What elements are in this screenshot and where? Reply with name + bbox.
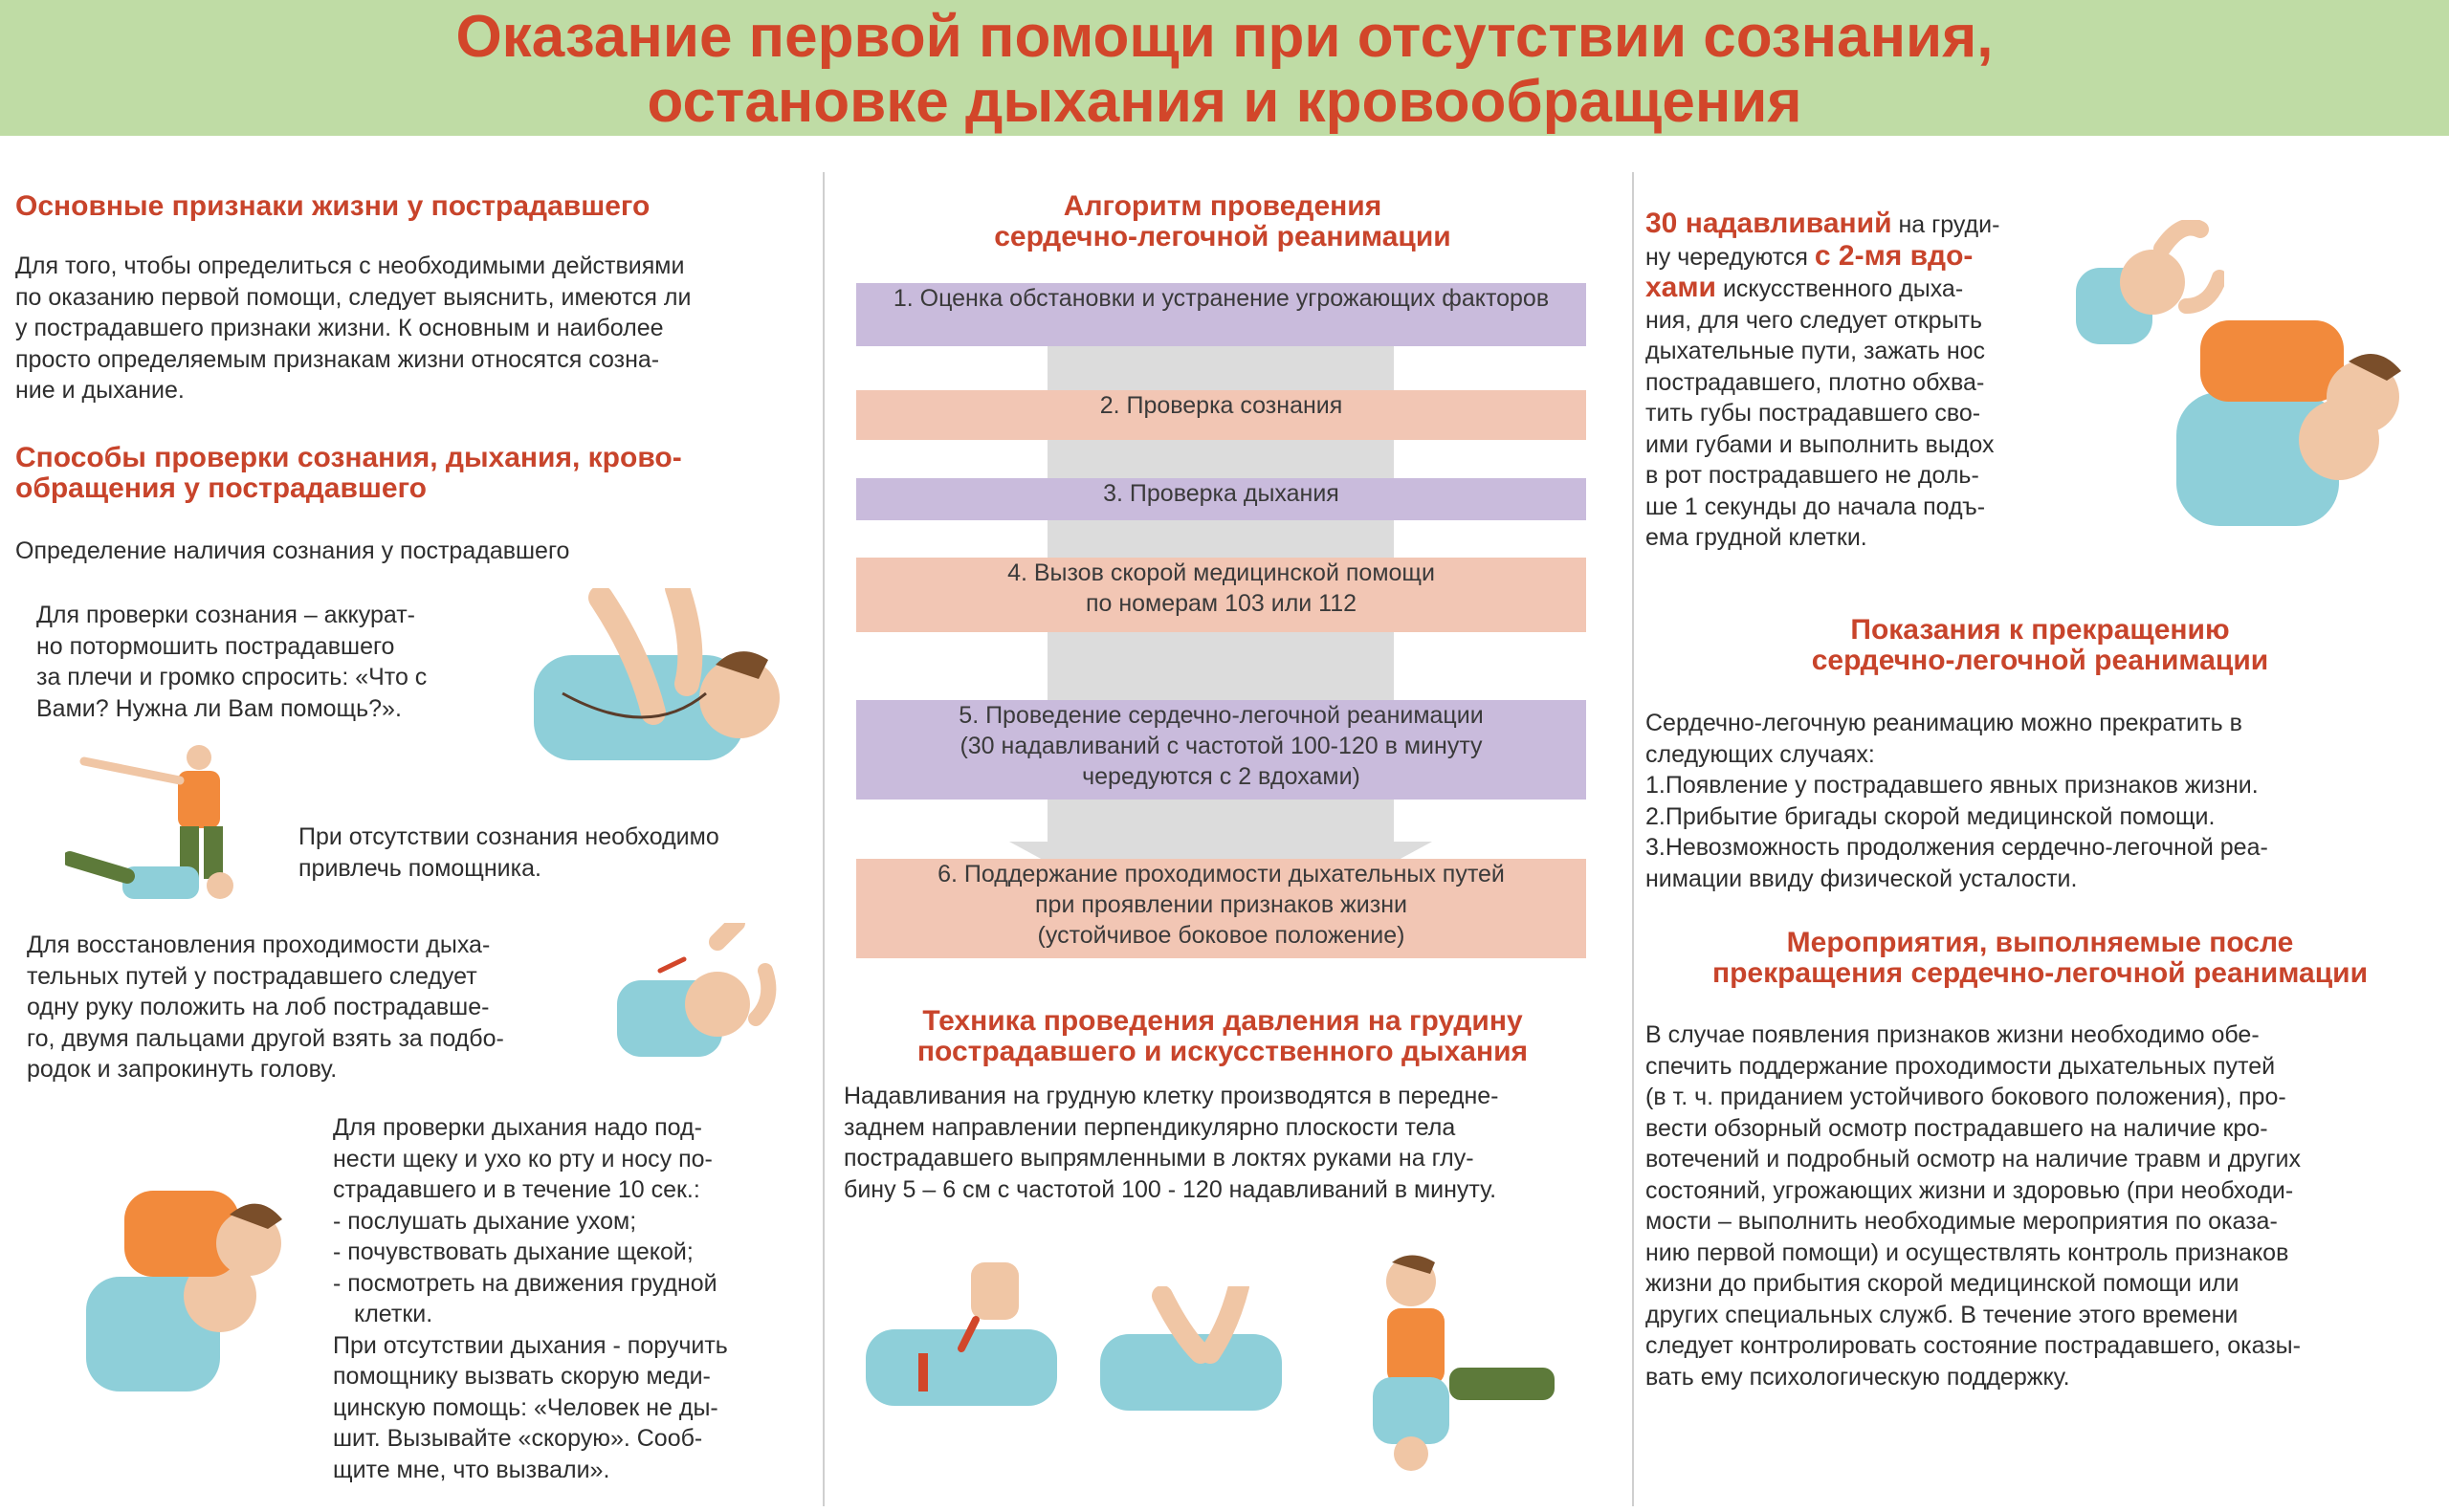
column-divider-left (823, 172, 825, 1506)
title-line: сердечно-легочной реанимации (1811, 645, 2269, 676)
text-span: ну чередуются (1645, 243, 1815, 271)
text-line (1645, 208, 2066, 241)
stop-cpr-text (1645, 708, 2439, 894)
text-line: мости – выполнить необходимые мероприятия по оказа- (1645, 1208, 2278, 1235)
call-helper-illustration (65, 744, 256, 907)
text-line: - почувствовать дыхание щекой; (333, 1238, 694, 1265)
text-line: Для проверки дыхания надо под- (333, 1114, 702, 1141)
step-text: чередуются с 2 вдохами) (1082, 763, 1360, 790)
text-line: (в т. ч. приданием устойчивого бокового положения), про- (1645, 1084, 2286, 1110)
shake-shoulders-illustration (524, 588, 811, 779)
text-line: При отсутствии сознания необходимо (298, 823, 719, 850)
title-line: сердечно-легочной реанимации (994, 221, 1451, 252)
airway-text (27, 930, 601, 1085)
highlight-text: с 2-мя вдо- (1814, 239, 1974, 272)
after-cpr-text (1645, 1019, 2439, 1392)
text-line: пострадавшего выпрямленными в локтях руками на глу- (844, 1145, 1474, 1172)
text-line: следует контролировать состояние пострадавшего, оказы- (1645, 1332, 2301, 1359)
text-line: вотечений и подробный осмотр на наличие травм и других (1645, 1146, 2302, 1172)
text-line: жизни до прибытия скорой медицинской помощи или (1645, 1270, 2239, 1297)
text-line: цинскую помощь: «Человек не ды- (333, 1393, 718, 1421)
check-consciousness-text (36, 600, 515, 724)
text-line: тить губы пострадавшего сво- (1645, 400, 1981, 427)
text-line: просто определяемым признакам жизни относятся созна- (15, 345, 660, 373)
signs-of-life-text (15, 251, 809, 406)
technique-text (844, 1081, 1609, 1205)
section-title-check-methods (15, 443, 809, 504)
text-line: нести щеку и ухо ко рту и носу по- (333, 1145, 713, 1172)
text-line: спечить поддержание проходимости дыхательных путей (1645, 1052, 2276, 1080)
step-text: 1. Оценка обстановки и устранение угрожающих факторов (893, 285, 1550, 312)
listen-breathing-illustration (77, 1191, 306, 1401)
rescue-breath-illustration (2172, 316, 2430, 536)
title-line: Способы проверки сознания, дыхания, крово- (15, 442, 682, 473)
text-line: но потормошить пострадавшего (36, 632, 395, 660)
stop-cpr-title (1645, 615, 2435, 676)
text-line: 3.Невозможность продолжения сердечно-легочной реа- (1645, 834, 2268, 861)
algorithm-step-4 (856, 558, 1586, 632)
hands-on-chest-illustration (1095, 1286, 1287, 1420)
algorithm-step-5 (856, 700, 1586, 800)
text-line: нию первой помощи) и осуществлять контроль признаков (1645, 1238, 2289, 1266)
text-line: - посмотреть на движения грудной (333, 1269, 717, 1297)
text-line (1645, 273, 2066, 305)
step-text: 3. Проверка дыхания (1103, 480, 1339, 507)
text-line: нимации ввиду физической усталости. (1645, 865, 2078, 892)
step-text: по номерам 103 или 112 (1085, 590, 1357, 617)
text-line: вести обзорный осмотр пострадавшего на наличие кро- (1645, 1114, 2268, 1142)
text-line: Для восстановления проходимости дыха- (27, 931, 491, 958)
compression-posture-illustration (1354, 1253, 1602, 1473)
title-line: прекращения сердечно-легочной реанимации (1711, 957, 2369, 989)
breathing-check-text (333, 1112, 811, 1485)
title-line: пострадавшего и искусственного дыхания (916, 1036, 1529, 1067)
step-text: 2. Проверка сознания (1099, 392, 1343, 419)
title-line: Техника проведения давления на грудину (922, 1005, 1523, 1037)
highlight-text: хами (1645, 272, 1717, 303)
text-line: ния, для чего следует открыть (1645, 306, 1983, 334)
algorithm-step-6 (856, 859, 1586, 958)
text-line: Надавливания на грудную клетку производятся в передне- (844, 1083, 1499, 1109)
text-line: состояний, угрожающих жизни и здоровью (при необходи- (1645, 1176, 2294, 1204)
text-line: по оказанию первой помощи, следует выяснить, имеются ли (15, 283, 692, 311)
algorithm-step-2 (856, 390, 1586, 440)
step-text: (устойчивое боковое положение) (1037, 922, 1405, 949)
text-line: клетки. (354, 1301, 433, 1327)
text-line: шит. Вызывайте «скорую». Сооб- (333, 1425, 703, 1452)
text-line (1645, 241, 2066, 274)
hand-position-illustration (861, 1253, 1071, 1415)
text-line: заднем направлении перпендикулярно плоскости тела (844, 1113, 1456, 1141)
text-line: ние и дыхание. (15, 377, 185, 404)
column-divider-right (1632, 172, 1634, 1506)
step-text: 6. Поддержание проходимости дыхательных путей (938, 861, 1505, 887)
text-line: При отсутствии дыхания - поручить (333, 1331, 728, 1359)
text-line: одну руку положить на лоб пострадавше- (27, 994, 490, 1020)
text-span: на груди- (1891, 211, 2000, 238)
text-line: щите мне, что вызвали». (333, 1456, 610, 1483)
text-line: у пострадавшего признаки жизни. К основным и наиболее (15, 315, 664, 341)
algorithm-title (840, 191, 1605, 252)
step-text: 5. Проведение сердечно-легочной реанимации (959, 702, 1484, 729)
text-line: Вами? Нужна ли Вам помощь?». (36, 694, 402, 722)
text-line: страдавшего и в течение 10 сек.: (333, 1176, 700, 1203)
text-line: го, двумя пальцами другой взять за подбо- (27, 1024, 504, 1052)
text-line: в рот пострадавшего не доль- (1645, 462, 1979, 489)
text-line: пострадавшего, плотно обхва- (1645, 368, 1985, 396)
header-banner (0, 0, 2449, 136)
consciousness-intro: Определение наличия сознания у пострадавшего (15, 537, 570, 564)
text-line: привлечь помощника. (298, 854, 541, 882)
text-line: за плечи и громко спросить: «Что с (36, 664, 428, 690)
technique-title (840, 1006, 1605, 1067)
after-cpr-title (1645, 928, 2435, 989)
algorithm-step-3 (856, 478, 1586, 520)
step-text: 4. Вызов скорой медицинской помощи (1007, 559, 1435, 586)
algorithm-step-1 (856, 283, 1586, 346)
title-line: Алгоритм проведения (1063, 190, 1382, 222)
text-line: 1.Появление у пострадавшего явных признаков жизни. (1645, 772, 2259, 799)
text-line: вать ему психологическую поддержку. (1645, 1363, 2070, 1391)
title-line: Показания к прекращению (1850, 614, 2230, 646)
text-span: искусственного дыха- (1716, 275, 1964, 302)
breaths-text (1645, 208, 2066, 554)
text-line: помощнику вызвать скорую меди- (333, 1363, 711, 1390)
text-line: тельных путей у пострадавшего следует (27, 962, 477, 990)
text-line: ше 1 секунды до начала подъ- (1645, 493, 1986, 520)
text-line: бину 5 – 6 см с частотой 100 - 120 надавливаний в минуту. (844, 1175, 1497, 1203)
text-line: Для того, чтобы определиться с необходимыми действиями (15, 252, 685, 279)
step-text: (30 надавливаний с частотой 100-120 в минуту (960, 733, 1483, 759)
section-title-signs-of-life: Основные признаки жизни у пострадавшего (15, 190, 651, 222)
text-line: В случае появления признаков жизни необходимо обе- (1645, 1021, 2260, 1048)
text-line: Сердечно-легочную реанимацию можно прекратить в (1645, 710, 2242, 736)
title-line: Мероприятия, выполняемые после (1786, 927, 2294, 958)
text-line: ими губами и выполнить выдох (1645, 430, 1995, 458)
page-title-line-1: Оказание первой помощи при отсутствии сознания, (455, 4, 1994, 70)
text-line: 2.Прибытие бригады скорой медицинской помощи. (1645, 802, 2216, 830)
highlight-text: 30 надавливаний (1645, 208, 1892, 239)
title-line: обращения у пострадавшего (15, 472, 428, 504)
call-helper-text (298, 822, 815, 884)
text-line: следующих случаях: (1645, 740, 1875, 768)
text-line: родок и запрокинуть голову. (27, 1056, 338, 1083)
text-line: - послушать дыхание ухом; (333, 1207, 637, 1235)
head-tilt-illustration (612, 923, 804, 1066)
page-title-line-2: остановке дыхания и кровообращения (647, 69, 1802, 135)
text-line: дыхательные пути, зажать нос (1645, 338, 1986, 364)
text-line: других специальных служб. В течение этого времени (1645, 1301, 2239, 1328)
text-line: Для проверки сознания – аккурат- (36, 602, 415, 628)
step-text: при проявлении признаков жизни (1035, 891, 1407, 918)
text-line: ема грудной клетки. (1645, 524, 1867, 551)
